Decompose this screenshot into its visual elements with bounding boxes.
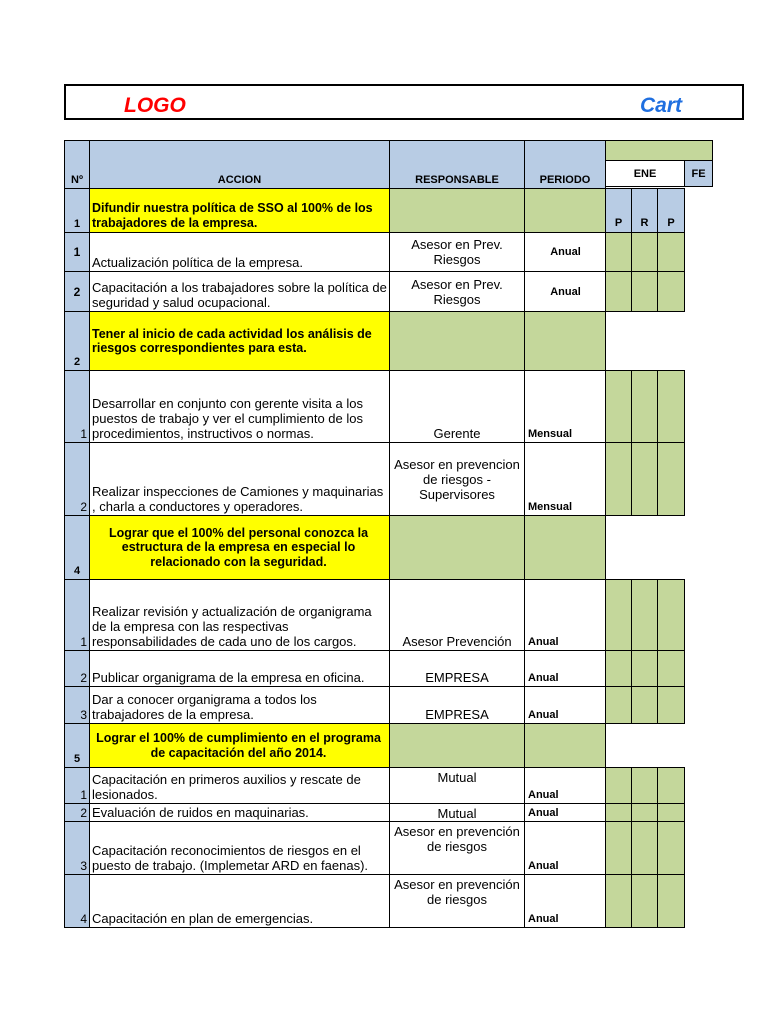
action-period-text: Anual (528, 672, 559, 684)
action-responsible (389, 650, 525, 687)
action-period-text: Anual (528, 636, 559, 648)
action-text (89, 579, 390, 651)
objective-period-cell (524, 188, 606, 233)
action-text-text: Capacitación reconocimientos de riesgos en el puesto de trabajo. (Implemetar ARD en faenas). (92, 843, 369, 873)
action-responsible (389, 821, 525, 875)
schedule-cell (631, 803, 658, 822)
action-period-text: Anual (528, 709, 559, 721)
action-number (64, 821, 90, 875)
action-responsible-text: Asesor en Prev. Riesgos (411, 237, 503, 267)
action-text (89, 232, 390, 272)
action-text-text: Actualización política de la empresa. (92, 255, 304, 270)
action-responsible-text: Mutual (437, 806, 477, 821)
schedule-cell (631, 874, 658, 928)
schedule-cell (605, 271, 632, 312)
months-band (605, 140, 713, 161)
action-responsible-text: Mutual (437, 770, 477, 785)
action-responsible (389, 370, 525, 443)
schedule-cell (657, 686, 685, 724)
action-text (89, 650, 390, 687)
schedule-cell (605, 686, 632, 724)
action-number-text: 1 (80, 788, 87, 802)
schedule-cell (605, 821, 632, 875)
column-header-period-text: PERIODO (539, 174, 591, 186)
action-text (89, 821, 390, 875)
action-period (524, 821, 606, 875)
objective-period-cell (524, 723, 606, 768)
schedule-cell (657, 874, 685, 928)
schedule-cell (631, 686, 658, 724)
action-text-text: Dar a conocer organigrama a todos los trabajadores de la empresa. (92, 692, 317, 722)
objective-number-text: 2 (73, 356, 81, 368)
objective-text (89, 311, 390, 371)
action-number (64, 650, 90, 687)
month-header-ene (605, 160, 685, 187)
action-period (524, 767, 606, 804)
schedule-cell (631, 821, 658, 875)
schedule-label-0-text: P (614, 217, 623, 229)
action-number-text: 4 (80, 912, 87, 926)
logo-placeholder: LOGO (124, 94, 186, 117)
objective-responsible-cell (389, 188, 525, 233)
objective-text (89, 188, 390, 233)
action-responsible (389, 803, 525, 822)
month-header-fe-text: FE (691, 167, 706, 180)
action-number-text: 1 (80, 635, 87, 649)
schedule-cell (605, 767, 632, 804)
schedule-label-0 (605, 188, 632, 233)
action-responsible (389, 579, 525, 651)
objective-number-text: 5 (73, 753, 81, 765)
objective-number (64, 515, 90, 580)
action-number-text: 2 (80, 671, 87, 685)
column-header-action (89, 140, 390, 189)
schedule-cell (631, 442, 658, 516)
schedule-cell (605, 442, 632, 516)
schedule-cell (631, 650, 658, 687)
action-number (64, 579, 90, 651)
action-responsible (389, 686, 525, 724)
action-period-text: Anual (528, 789, 559, 801)
action-period (524, 271, 606, 312)
schedule-label-2 (657, 188, 685, 233)
action-text (89, 370, 390, 443)
objective-text-text: Lograr que el 100% del personal conozca la estructura de la empresa en especial lo relacionado con la seguridad. (108, 525, 369, 569)
action-responsible-text: Gerente (433, 426, 481, 441)
column-header-responsible-text: RESPONSABLE (415, 174, 499, 186)
action-period-text: Anual (550, 246, 581, 258)
action-number (64, 803, 90, 822)
month-header-ene-text: ENE (633, 167, 657, 180)
action-responsible-text: Asesor en Prev. Riesgos (411, 276, 503, 307)
schedule-label-1 (631, 188, 658, 233)
action-period-text: Anual (528, 860, 559, 872)
action-text (89, 767, 390, 804)
schedule-cell (657, 370, 685, 443)
action-responsible (389, 767, 525, 804)
action-responsible-text: Asesor en prevención de riesgos (394, 877, 520, 907)
action-responsible (389, 232, 525, 272)
action-text-text: Realizar revisión y actualización de organigrama de la empresa con las respectivas responsabilidades de cada uno de los cargos. (92, 604, 372, 649)
action-period-text: Anual (528, 807, 559, 819)
schedule-cell (605, 874, 632, 928)
action-text-text: Capacitación en plan de emergencias. (92, 911, 314, 926)
action-text (89, 442, 390, 516)
objective-number (64, 311, 90, 371)
action-period (524, 874, 606, 928)
objective-text (89, 723, 390, 768)
action-number (64, 767, 90, 804)
action-period (524, 579, 606, 651)
action-period (524, 370, 606, 443)
action-number-text: 3 (80, 708, 87, 722)
action-number-text: 2 (80, 500, 87, 514)
action-period (524, 803, 606, 822)
column-header-num-text: Nº (71, 174, 83, 186)
action-responsible-text: EMPRESA (425, 670, 489, 685)
action-period (524, 686, 606, 724)
objective-text-text: Lograr el 100% de cumplimiento en el programa de capacitación del año 2014. (96, 731, 381, 760)
action-period (524, 650, 606, 687)
column-header-num (64, 140, 90, 189)
action-responsible (389, 874, 525, 928)
action-text-text: Desarrollar en conjunto con gerente visita a los puestos de trabajo y ver el cumplimiento de los procedimientos, instructivos o normas. (92, 396, 363, 441)
action-number (64, 874, 90, 928)
schedule-cell (631, 579, 658, 651)
action-responsible-text: EMPRESA (425, 707, 489, 722)
action-number (64, 370, 90, 443)
action-number-text: 3 (80, 859, 87, 873)
schedule-cell (657, 442, 685, 516)
schedule-cell (605, 579, 632, 651)
action-number-text: 2 (80, 806, 87, 820)
action-text (89, 686, 390, 724)
schedule-cell (631, 271, 658, 312)
action-responsible (389, 271, 525, 312)
objective-number-text: 1 (73, 218, 81, 230)
page-title: Cart (640, 94, 683, 117)
action-period-text: Mensual (528, 428, 573, 440)
objective-text-text: Difundir nuestra política de SSO al 100% de los trabajadores de la empresa. (92, 201, 373, 230)
action-text-text: Capacitación a los trabajadores sobre la política de seguridad y salud ocupacional. (92, 280, 387, 310)
objective-number-text: 4 (73, 565, 81, 577)
schedule-cell (657, 232, 685, 272)
objective-responsible-cell (389, 723, 525, 768)
schedule-cell (605, 232, 632, 272)
schedule-cell (657, 767, 685, 804)
action-period-text: Anual (550, 285, 581, 298)
action-text-text: Capacitación en primeros auxilios y rescate de lesionados. (92, 772, 361, 802)
schedule-cell (657, 271, 685, 312)
objective-period-cell (524, 311, 606, 371)
schedule-cell (657, 579, 685, 651)
schedule-cell (657, 803, 685, 822)
action-responsible (389, 442, 525, 516)
schedule-label-1-text: R (640, 217, 649, 229)
column-header-period (524, 140, 606, 189)
schedule-cell (657, 650, 685, 687)
action-period-text: Mensual (528, 501, 573, 513)
action-number-text: 1 (80, 427, 87, 441)
schedule-cell (631, 370, 658, 443)
action-text (89, 803, 390, 822)
month-header-fe (684, 160, 713, 187)
action-period (524, 232, 606, 272)
schedule-cell (605, 650, 632, 687)
action-number-text: 1 (73, 245, 81, 259)
action-period-text: Anual (528, 913, 559, 925)
action-number (64, 232, 90, 272)
objective-text-text: Tener al inicio de cada actividad los análisis de riesgos correspondientes para esta. (92, 326, 372, 355)
schedule-label-2-text: P (667, 217, 675, 229)
action-number (64, 271, 90, 312)
objective-responsible-cell (389, 311, 525, 371)
action-text-text: Evaluación de ruidos en maquinarias. (92, 805, 309, 820)
column-header-action-text: ACCION (217, 174, 262, 186)
action-period (524, 442, 606, 516)
action-text-text: Realizar inspecciones de Camiones y maquinarias , charla a conductores y operadores. (92, 484, 384, 514)
column-header-responsible (389, 140, 525, 189)
action-responsible-text: Asesor en prevencion de riesgos - Supervisores (394, 456, 520, 502)
action-responsible-text: Asesor en prevención de riesgos (394, 824, 520, 854)
objective-period-cell (524, 515, 606, 580)
action-number (64, 442, 90, 516)
objective-responsible-cell (389, 515, 525, 580)
schedule-cell (605, 803, 632, 822)
schedule-cell (631, 767, 658, 804)
action-number-text: 2 (73, 284, 81, 299)
schedule-cell (605, 370, 632, 443)
objective-number (64, 723, 90, 768)
action-number (64, 686, 90, 724)
schedule-cell (657, 821, 685, 875)
schedule-cell (631, 232, 658, 272)
action-text (89, 874, 390, 928)
objective-number (64, 188, 90, 233)
action-responsible-text: Asesor Prevención (402, 634, 512, 649)
action-text-text: Publicar organigrama de la empresa en oficina. (92, 670, 365, 685)
objective-text (89, 515, 390, 580)
action-text (89, 271, 390, 312)
